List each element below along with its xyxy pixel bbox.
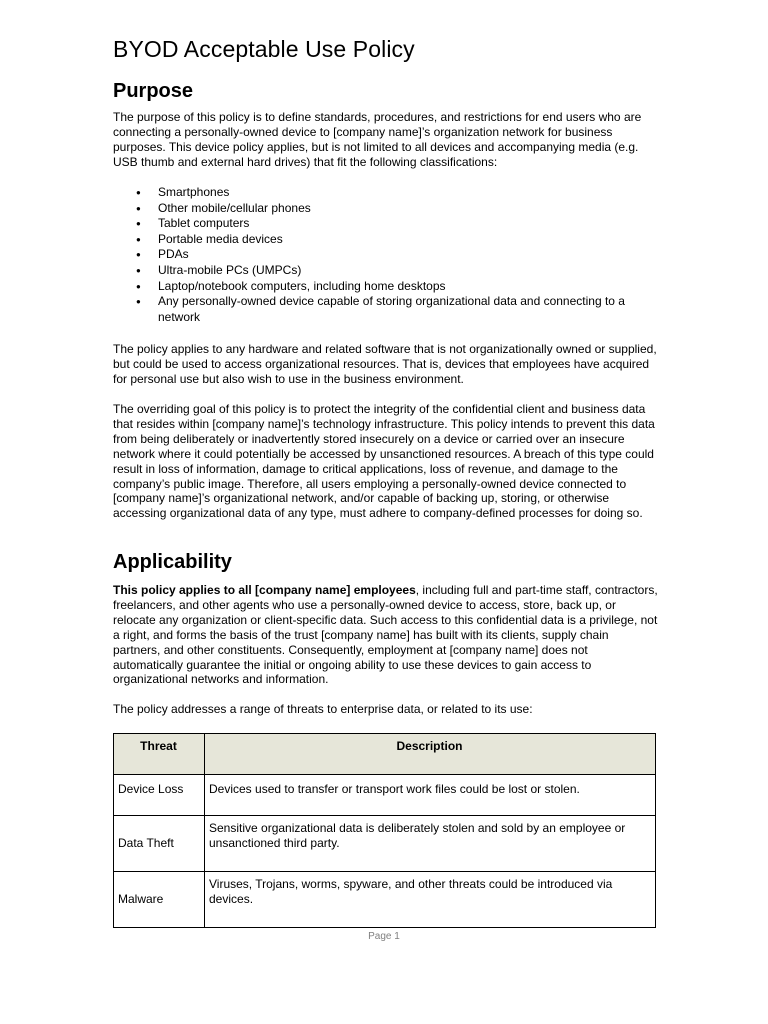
purpose-heading: Purpose xyxy=(113,80,194,102)
list-item: ● Portable media devices xyxy=(113,232,658,248)
list-item: ● PDAs xyxy=(113,247,658,263)
table-row xyxy=(114,872,656,928)
threat-header: Threat xyxy=(114,734,205,775)
description-header: Description xyxy=(205,734,656,775)
purpose-paragraph-2: The policy applies to any hardware and related software that is not organizationally owned or supplied, but could be used to access organizational resources. That is, devices that employees have acquired for personal use but also wish to use in the business environment. xyxy=(113,342,657,386)
applicability-heading: Applicability xyxy=(113,551,232,573)
document-title: BYOD Acceptable Use Policy xyxy=(113,36,415,62)
applicability-body: , including full and part-time staff, contractors, freelancers, and other agents who use a personally-owned device to access, store, back up, or relocate any organization or client-specific data. Such access to this confidential data is a privilege, not a right, and forms the basis of the trust [company name] has built with its clients, supply chain partners, and other constituents. Consequently, employment at [company name] does not automatically guarantee the initial or ongoing ability to use these devices to gain access to organizational networks and information. xyxy=(113,583,658,687)
threat-cell: Device Loss xyxy=(114,775,205,816)
table-row xyxy=(114,775,656,816)
list-item: ● Tablet computers xyxy=(113,216,658,232)
applicability-paragraph xyxy=(113,583,658,687)
description-cell: Sensitive organizational data is deliberately stolen and sold by an employee or unsanctioned third party. xyxy=(205,816,656,872)
page-number: Page 1 xyxy=(368,931,400,942)
threat-cell: Malware xyxy=(114,872,205,928)
threat-cell: Data Theft xyxy=(114,816,205,872)
threats-intro: The policy addresses a range of threats to enterprise data, or related to its use: xyxy=(113,702,533,716)
table-header-row xyxy=(114,734,656,775)
list-item: ● Other mobile/cellular phones xyxy=(113,201,658,217)
purpose-intro: The purpose of this policy is to define standards, procedures, and restrictions for end users who are connecting a personally-owned device to [company name]’s organization network for business purposes. This device policy applies, but is not limited to all devices and accompanying media (e.g. USB thumb and external hard drives) that fit the following classifications: xyxy=(113,110,642,169)
threat-table xyxy=(113,733,656,928)
description-cell: Devices used to transfer or transport work files could be lost or stolen. xyxy=(205,775,656,816)
list-item: ● Ultra-mobile PCs (UMPCs) xyxy=(113,263,658,279)
purpose-paragraph-3: The overriding goal of this policy is to protect the integrity of the confidential client and business data that resides within [company name]’s technology infrastructure. This policy intends to prevent this data from being deliberately or inadvertently stored insecurely on a device or carried over an insecure network where it could potentially be accessed by unsanctioned resources. A breach of this type could result in loss of information, damage to critical applications, loss of revenue, and damage to the company’s public image. Therefore, all users employing a personally-owned device connected to [company name]’s organizational network, and/or capable of backing up, storing, or otherwise accessing organizational data of any type, must adhere to company-defined processes for doing so. xyxy=(113,402,655,521)
list-item: ● Laptop/notebook computers, including home desktops xyxy=(113,279,658,295)
list-item: ● Smartphones xyxy=(113,185,658,201)
list-item: ● Any personally-owned device capable of storing organizational data and connecting to a network xyxy=(113,294,658,325)
applicability-lead: This policy applies to all [company name] employees xyxy=(113,583,416,597)
table-row xyxy=(114,816,656,872)
description-cell: Viruses, Trojans, worms, spyware, and other threats could be introduced via devices. xyxy=(205,872,656,928)
classification-list xyxy=(113,185,658,325)
